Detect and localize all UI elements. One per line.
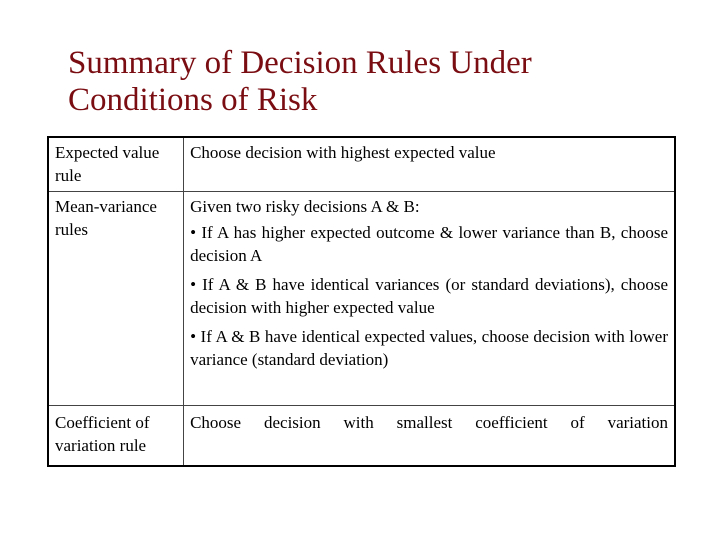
list-item: • If A & B have identical expected values, choose decision with lower variance (standard deviation) [190, 327, 668, 369]
slide-title: Summary of Decision Rules Under Conditions of Risk [68, 45, 532, 118]
rule-name-cell [48, 137, 184, 192]
rule-description-cell [184, 192, 675, 406]
rule-intro: Given two risky decisions A & B: [190, 197, 420, 216]
rule-name-cell [48, 406, 184, 467]
decision-rules-table [47, 136, 676, 467]
bullet-list [190, 221, 668, 371]
list-item: • If A & B have identical variances (or standard deviations), choose decision with higher expected value [190, 275, 668, 317]
rule-description-cell [184, 406, 675, 467]
table-row [48, 406, 675, 467]
rule-name-cell [48, 192, 184, 406]
rule-description: Choose decision with smallest coefficient of variation [190, 413, 668, 432]
rule-name: Coefficient of variation rule [55, 413, 150, 455]
rule-description-cell [184, 137, 675, 192]
rule-name: Expected value rule [55, 143, 160, 185]
table-row [48, 137, 675, 192]
rule-description: Choose decision with highest expected value [190, 143, 496, 162]
list-item: • If A has higher expected outcome & lower variance than B, choose decision A [190, 223, 668, 265]
table-row [48, 192, 675, 406]
rule-name: Mean-variance rules [55, 197, 157, 239]
